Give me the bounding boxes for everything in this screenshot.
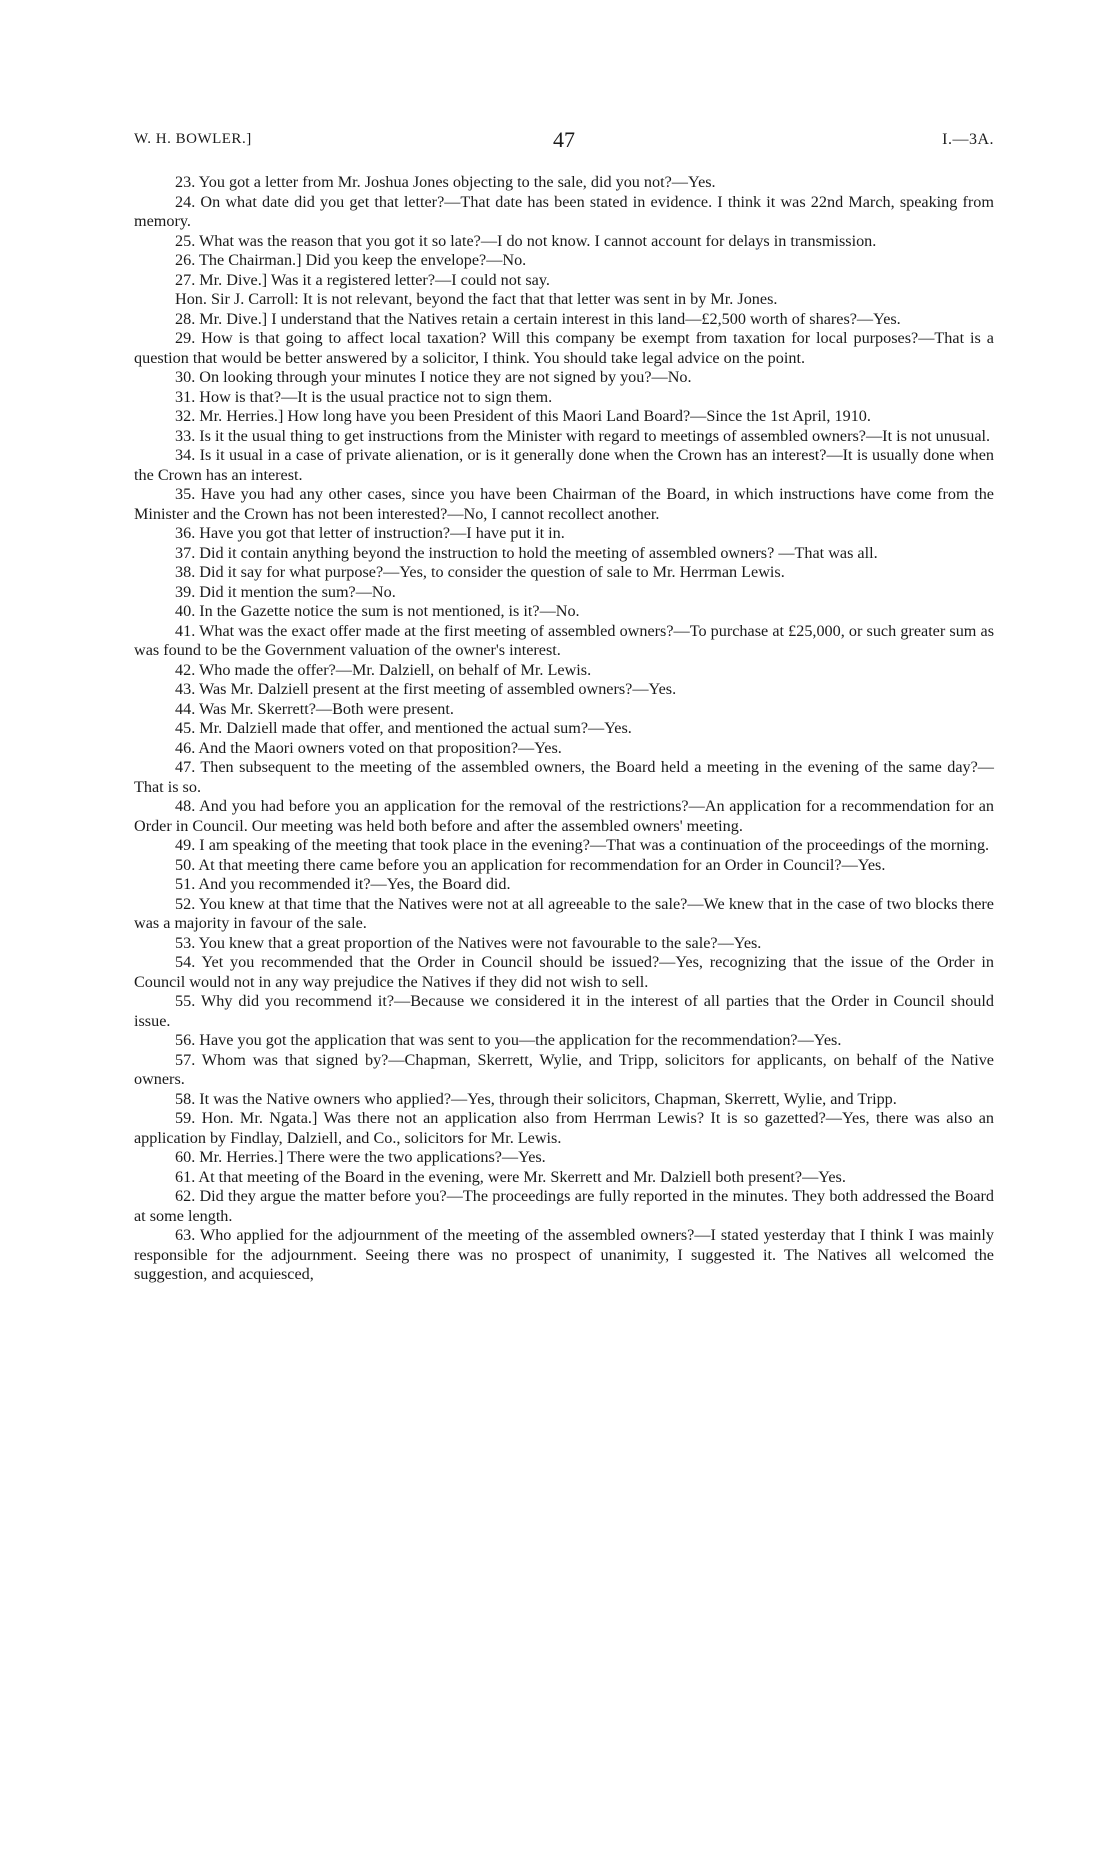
question-31: 31. How is that?—It is the usual practice not to sign them. xyxy=(175,387,553,406)
question-56: 56. Have you got the application that was sent to you—the application for the recommendation?—Yes. xyxy=(175,1031,842,1049)
question-39: 39. Did it mention the sum?—No. xyxy=(175,582,396,601)
question-50: 50. At that meeting there came before you an application for recommendation for an Order in Council?—Yes. xyxy=(175,855,886,874)
question-51: 51. And you recommended it?—Yes, the Board did. xyxy=(175,875,511,893)
question-63: 63. Who applied for the adjournment of the meeting of the assembled owners?—I stated yesterday that I think I was mainly responsible for the adjournment. Seeing there was no prospect of unanimity, I suggested it. The Natives all welcomed the suggestion, and acquiesced, xyxy=(134,1226,994,1283)
question-30: 30. On looking through your minutes I notice they are not signed by you?—No. xyxy=(175,368,692,386)
question-28: 28. Mr. Dive.] I understand that the Natives retain a certain interest in this land—£2,500 worth of shares?—Yes. xyxy=(175,309,901,328)
question-29: 29. How is that going to affect local taxation? Will this company be exempt from taxation for local purposes?—That is a question that would be better answered by a solicitor, I think. You should take legal advice on the point. xyxy=(134,329,994,367)
document-reference: I.—3A. xyxy=(942,131,994,148)
question-35: 35. Have you had any other cases, since you have been Chairman of the Board, in which instructions have come from the Minister and the Crown has not been interested?—No, I cannot recollect another. xyxy=(134,485,994,523)
question-34: 34. Is it usual in a case of private alienation, or is it generally done when the Crown has an interest?—It is usually done when the Crown has an interest. xyxy=(134,446,994,484)
question-59: 59. Hon. Mr. Ngata.] Was there not an application also from Herrman Lewis? It is so gazetted?—Yes, there was also an application by Findlay, Dalziell, and Co., solicitors for Mr. Lewis. xyxy=(134,1109,994,1147)
question-52: 52. You knew at that time that the Natives were not at all agreeable to the sale?—We knew that in the case of two blocks there was a majority in favour of the sale. xyxy=(134,894,994,932)
minutes-body xyxy=(134,173,994,1285)
question-57: 57. Whom was that signed by?—Chapman, Skerrett, Wylie, and Tripp, solicitors for applicants, on behalf of the Native owners. xyxy=(134,1050,994,1088)
question-41: 41. What was the exact offer made at the first meeting of assembled owners?—To purchase at £25,000, or such greater sum as was found to be the Government valuation of the owner's interest. xyxy=(134,621,994,659)
question-45: 45. Mr. Dalziell made that offer, and mentioned the actual sum?—Yes. xyxy=(175,719,632,737)
question-61: 61. At that meeting of the Board in the evening, were Mr. Skerrett and Mr. Dalziell both present?—Yes. xyxy=(175,1167,846,1186)
question-53: 53. You knew that a great proportion of the Natives were not favourable to the sale?—Yes. xyxy=(175,933,762,952)
question-46: 46. And the Maori owners voted on that proposition?—Yes. xyxy=(175,738,562,757)
question-33: 33. Is it the usual thing to get instructions from the Minister with regard to meetings of assembled owners?—It is not unusual. xyxy=(175,426,991,445)
question-38: 38. Did it say for what purpose?—Yes, to consider the question of sale to Mr. Herrman Lewis. xyxy=(175,563,785,581)
question-47: 47. Then subsequent to the meeting of the assembled owners, the Board held a meeting in the evening of the same day?—That is so. xyxy=(134,758,994,796)
question-48: 48. And you had before you an application for the removal of the restrictions?—An application for a recommendation for an Order in Council. Our meeting was held both before and after the assembled owners' meeting. xyxy=(134,797,994,835)
question-58: 58. It was the Native owners who applied?—Yes, through their solicitors, Chapman, Skerrett, Wylie, and Tripp. xyxy=(175,1089,897,1108)
question-42: 42. Who made the offer?—Mr. Dalziell, on behalf of Mr. Lewis. xyxy=(175,660,592,679)
question-44: 44. Was Mr. Skerrett?—Both were present. xyxy=(175,699,454,718)
question-37: 37. Did it contain anything beyond the instruction to hold the meeting of assembled owners? —That was all. xyxy=(175,543,878,562)
page-header xyxy=(134,127,994,153)
question-36: 36. Have you got that letter of instruction?—I have put it in. xyxy=(175,524,565,542)
question-43: 43. Was Mr. Dalziell present at the first meeting of assembled owners?—Yes. xyxy=(175,680,677,698)
page-number: 47 xyxy=(553,127,575,152)
question-40: 40. In the Gazette notice the sum is not mentioned, is it?—No. xyxy=(175,602,580,620)
witness-name: W. H. BOWLER.] xyxy=(134,131,252,147)
question-62: 62. Did they argue the matter before you?—The proceedings are fully reported in the minutes. They both addressed the Board at some length. xyxy=(134,1187,994,1225)
question-60: 60. Mr. Herries.] There were the two applications?—Yes. xyxy=(175,1148,546,1166)
question-23: 23. You got a letter from Mr. Joshua Jones objecting to the sale, did you not?—Yes. xyxy=(175,173,716,191)
question-32: 32. Mr. Herries.] How long have you been President of this Maori Land Board?—Since the 1st April, 1910. xyxy=(175,407,871,425)
question-24: 24. On what date did you get that letter?—That date has been stated in evidence. I think it was 22nd March, speaking from memory. xyxy=(134,192,994,230)
question-54: 54. Yet you recommended that the Order in Council should be issued?—Yes, recognizing that the issue of the Order in Council would not in any way prejudice the Natives if they did not wish to sell. xyxy=(134,953,994,991)
question-25: 25. What was the reason that you got it so late?—I do not know. I cannot account for delays in transmission. xyxy=(175,231,877,250)
question-49: 49. I am speaking of the meeting that took place in the evening?—That was a continuation of the proceedings of the morning. xyxy=(175,836,990,854)
question-27: 27. Mr. Dive.] Was it a registered letter?—I could not say. xyxy=(175,270,550,289)
question-26: 26. The Chairman.] Did you keep the envelope?—No. xyxy=(175,251,527,269)
question-55: 55. Why did you recommend it?—Because we considered it in the interest of all parties that the Order in Council should issue. xyxy=(134,992,994,1030)
remark-carroll: Hon. Sir J. Carroll: It is not relevant, beyond the fact that that letter was sent in by Mr. Jones. xyxy=(175,290,778,308)
